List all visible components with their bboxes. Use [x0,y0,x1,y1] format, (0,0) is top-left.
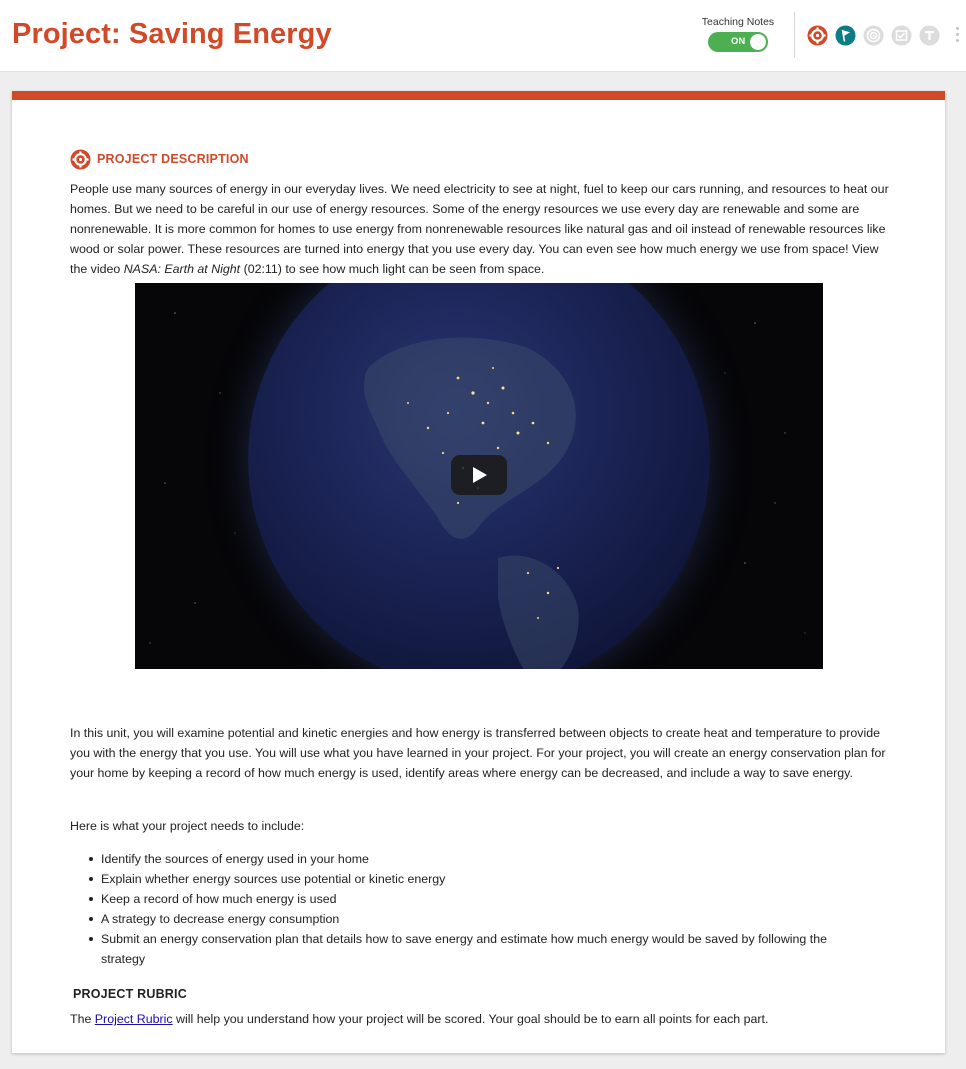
project-rubric-link[interactable]: Project Rubric [94,1012,173,1026]
rubric-text: The [70,1012,95,1026]
teaching-notes-label: Teaching Notes [701,16,775,28]
target-icon[interactable] [863,25,884,46]
checklist-icon[interactable] [891,25,912,46]
play-icon [473,467,487,483]
list-item: Identify the sources of energy used in your home [101,849,871,869]
rubric-text-end: will help you understand how your project will be scored. Your goal should be to earn all points for each part. [172,1012,769,1026]
unit-description-paragraph: In this unit, you will examine potential and kinetic energies and how energy is transferred between objects to create heat and temperature to provide you with the energy that you use. You will use what you have learned in your project. For your project, you will create an energy conservation plan for your home by keeping a record of how much energy is used, identify areas where energy can be decreased, and include a way to save energy. [70,726,886,780]
video-title: NASA: Earth at Night [123,262,241,276]
teaching-notes-toggle[interactable] [708,32,768,52]
page-title: Project: Saving Energy [12,18,332,50]
intro-text-end: (02:11) to see how much light can be seen from space. [240,262,545,276]
video-player[interactable] [135,283,823,669]
header-divider [794,12,795,58]
intro-text: People use many sources of energy in our everyday lives. We need electricity to see at night, fuel to keep our cars running, and resources to heat our homes. But we need to be careful in our use of energy resources. Some of the energy resources we use every day are renewable and some are nonrenewable. It is more common for homes to use energy from nonrenewable resources like natural gas and oil instead of renewable resources like wood or solar power. These resources are turned into energy that you use every day. You can even see how much energy we use from space! View the video [70,182,889,276]
project-rubric-heading: PROJECT RUBRIC [73,987,187,1001]
flag-icon[interactable] [835,25,856,46]
play-button[interactable] [451,455,507,495]
rubric-paragraph [70,1009,890,1029]
top-header [0,0,966,72]
list-item: Submit an energy conservation plan that details how to save energy and estimate how much energy would be saved by following the strategy [101,929,871,969]
requirements-list [101,849,871,969]
project-intro-paragraph [70,179,890,279]
info-icon[interactable] [919,25,940,46]
section-title: PROJECT DESCRIPTION [97,152,249,166]
list-item: Explain whether energy sources use potential or kinetic energy [101,869,871,889]
requirements-intro: Here is what your project needs to include: [70,819,305,833]
list-item: A strategy to decrease energy consumption [101,909,871,929]
project-gear-icon [70,149,91,175]
toggle-knob [750,34,766,50]
project-content-card [12,91,945,1053]
teaching-notes-control [700,16,776,52]
project-gear-icon[interactable] [807,25,828,46]
toggle-state-label: ON [731,36,746,47]
more-menu-icon[interactable] [953,25,961,47]
list-item: Keep a record of how much energy is used [101,889,871,909]
